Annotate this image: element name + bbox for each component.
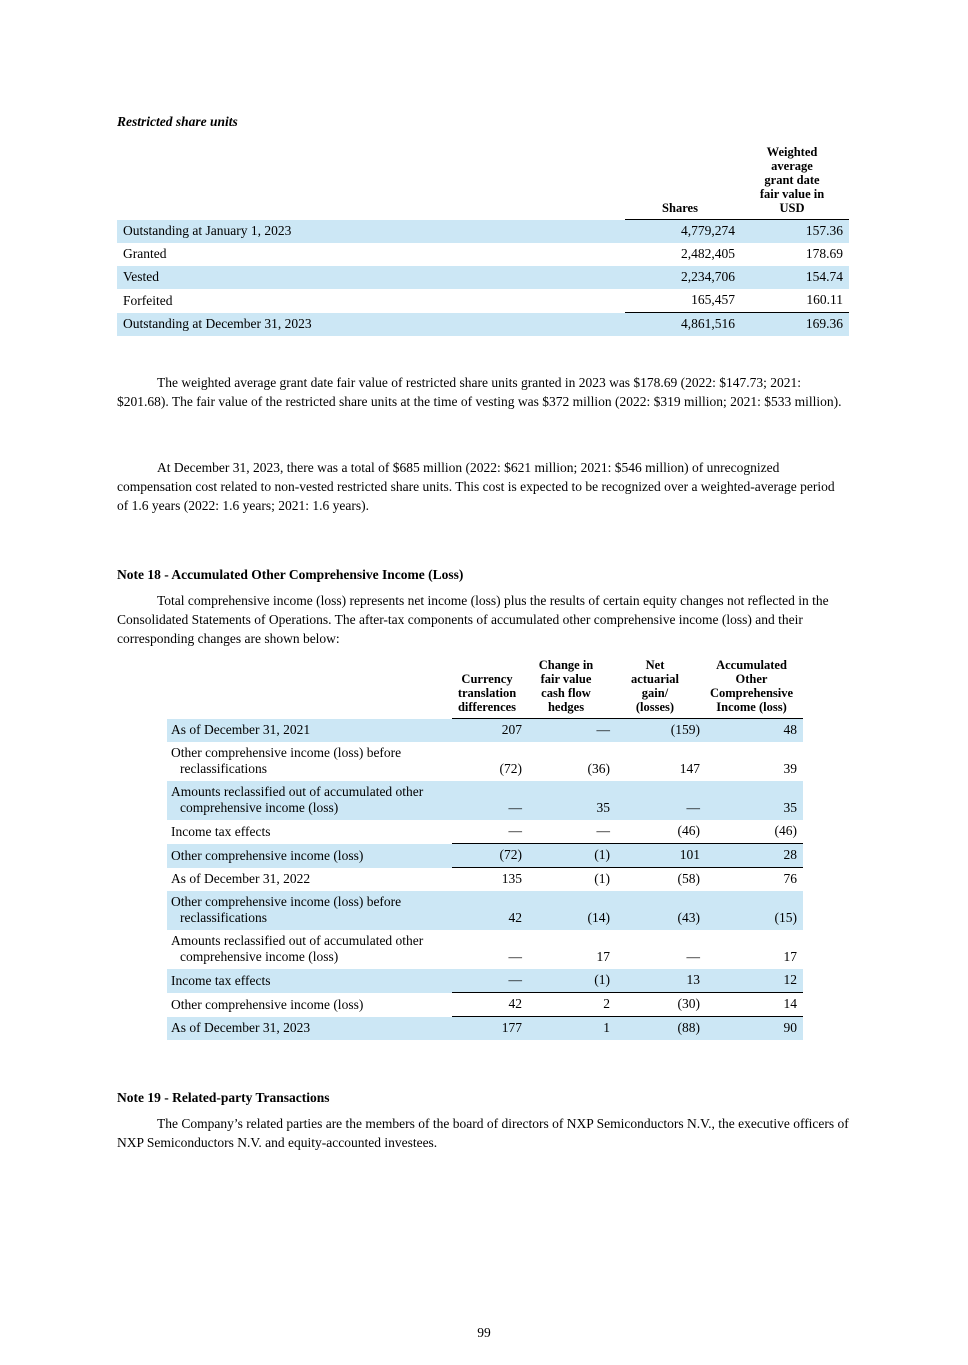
cell-value: 39	[783, 761, 797, 776]
cell-value: —	[508, 949, 522, 964]
rsu-table-header-row	[117, 145, 849, 220]
aoci-header-currency-label: Currency translation differences	[457, 672, 517, 714]
cell-value: 177	[501, 1020, 522, 1035]
cell-value: —	[686, 800, 700, 815]
cell-value: 35	[596, 800, 610, 815]
cell-value: 42	[452, 993, 522, 1017]
fair-value: 154.74	[805, 269, 843, 284]
cell-value: (43)	[677, 910, 700, 925]
rsu-header-fair-value-label: Weighted average grant date fair value in USD	[759, 145, 825, 215]
cell-value: 147	[679, 761, 700, 776]
cell-value: (14)	[587, 910, 610, 925]
row-label: As of December 31, 2022	[171, 871, 311, 886]
cell-value: 28	[700, 844, 803, 868]
rsu-header-fair-value	[735, 145, 849, 220]
aoci-header-hedges	[522, 658, 610, 719]
cell-value: (1)	[594, 871, 610, 886]
row-label: As of December 31, 2021	[171, 722, 311, 737]
cell-value: 90	[783, 1020, 797, 1035]
row-label: Vested	[123, 269, 159, 284]
cell-value: 1	[603, 1020, 610, 1035]
shares-value: 4,861,516	[681, 316, 735, 331]
cell-value: (88)	[677, 1020, 700, 1035]
cell-value: 12	[700, 969, 803, 993]
page-number: 99	[477, 1325, 491, 1340]
aoci-header-hedges-label: Change in fair value cash flow hedges	[538, 658, 594, 714]
row-label: Outstanding at January 1, 2023	[123, 223, 292, 238]
table-row	[117, 313, 849, 337]
cell-value: —	[686, 949, 700, 964]
cell-value: (46)	[610, 820, 700, 844]
row-label: Forfeited	[123, 292, 173, 308]
shares-value: 165,457	[625, 289, 735, 313]
aoci-table	[167, 658, 803, 1040]
cell-value: 17	[783, 949, 797, 964]
cell-value: 48	[783, 722, 797, 737]
row-label: Other comprehensive income (loss) before reclassifications	[171, 894, 402, 925]
note19-heading: Note 19 - Related-party Transactions	[117, 1090, 330, 1105]
table-row	[167, 1017, 803, 1041]
table-row	[167, 742, 803, 781]
fair-value: 178.69	[805, 246, 843, 261]
cell-value: 135	[501, 871, 522, 886]
cell-value: 17	[596, 949, 610, 964]
cell-value: —	[508, 800, 522, 815]
cell-value: 14	[700, 993, 803, 1017]
table-row	[167, 930, 803, 969]
cell-value: 76	[783, 871, 797, 886]
shares-value: 4,779,274	[681, 223, 735, 238]
cell-value: (1)	[522, 844, 610, 868]
rsu-header-spacer	[117, 145, 625, 220]
table-row	[117, 220, 849, 244]
cell-value: (15)	[774, 910, 797, 925]
cell-value: (159)	[670, 722, 700, 737]
cell-value: (72)	[452, 844, 522, 868]
shares-value: 2,234,706	[681, 269, 735, 284]
fair-value: 157.36	[805, 223, 843, 238]
row-label: As of December 31, 2023	[171, 1020, 311, 1035]
cell-value: (36)	[587, 761, 610, 776]
note18-intro: Total comprehensive income (loss) represents net income (loss) plus the results of certain equity changes not reflected in the Consolidated Statements of Operations. The after-tax components of accumulated other comprehensive income (loss) and their corresponding changes are shown below:	[117, 593, 829, 646]
table-row	[167, 719, 803, 743]
row-label: Income tax effects	[171, 823, 271, 839]
rsu-heading: Restricted share units	[117, 114, 238, 129]
table-row	[167, 844, 803, 868]
table-row	[167, 781, 803, 820]
table-row	[117, 289, 849, 313]
cell-value: 101	[610, 844, 700, 868]
table-row	[117, 243, 849, 266]
rsu-paragraph-1: The weighted average grant date fair value of restricted share units granted in 2023 was $178.69 (2022: $147.73; 2021: $201.68). The fair value of the restricted share units at the time of vesting was $372 million (2022: $319 million; 2021: $533 million).	[117, 375, 842, 409]
row-label: Other comprehensive income (loss)	[171, 847, 364, 863]
cell-value: 2	[522, 993, 610, 1017]
rsu-header-shares-label: Shares	[662, 201, 698, 215]
row-label: Income tax effects	[171, 972, 271, 988]
cell-value: —	[452, 969, 522, 993]
row-label: Other comprehensive income (loss) before reclassifications	[171, 745, 402, 776]
aoci-table-header-row	[167, 658, 803, 719]
row-label: Outstanding at December 31, 2023	[123, 316, 312, 331]
aoci-header-spacer	[167, 658, 452, 719]
cell-value: (1)	[522, 969, 610, 993]
aoci-header-actuarial-label: Net actuarial gain/ (losses)	[631, 658, 679, 714]
table-row	[117, 266, 849, 289]
aoci-header-total-label: Accumulated Other Comprehensive Income (loss)	[709, 658, 794, 714]
cell-value: —	[596, 722, 610, 737]
cell-value: —	[452, 820, 522, 844]
row-label: Other comprehensive income (loss)	[171, 996, 364, 1012]
cell-value: (58)	[677, 871, 700, 886]
note18-heading: Note 18 - Accumulated Other Comprehensive Income (Loss)	[117, 567, 464, 582]
cell-value: (30)	[610, 993, 700, 1017]
note19-paragraph: The Company’s related parties are the members of the board of directors of NXP Semiconductors N.V., the executive officers of NXP Semiconductors N.V. and equity-accounted investees.	[117, 1116, 849, 1150]
table-row	[167, 969, 803, 993]
aoci-header-currency	[452, 658, 522, 719]
cell-value: 207	[501, 722, 522, 737]
table-row	[167, 868, 803, 892]
cell-value: —	[522, 820, 610, 844]
rsu-table	[117, 145, 849, 336]
row-label: Granted	[123, 246, 167, 261]
rsu-paragraph-2: At December 31, 2023, there was a total of $685 million (2022: $621 million; 2021: $546 million) of unrecognized compensation cost related to non-vested restricted share units. This cost is expected to be recognized over a weighted-average period of 1.6 years (2022: 1.6 years; 2021: 1.6 years).	[117, 460, 835, 513]
shares-value: 2,482,405	[681, 246, 735, 261]
cell-value: 42	[508, 910, 522, 925]
row-label: Amounts reclassified out of accumulated other comprehensive income (loss)	[171, 933, 424, 964]
table-row	[167, 891, 803, 930]
aoci-header-total	[700, 658, 803, 719]
rsu-header-shares	[625, 145, 735, 220]
cell-value: (72)	[499, 761, 522, 776]
cell-value: 13	[610, 969, 700, 993]
table-row	[167, 993, 803, 1017]
cell-value: 35	[783, 800, 797, 815]
aoci-header-actuarial	[610, 658, 700, 719]
table-row	[167, 820, 803, 844]
fair-value: 169.36	[805, 316, 843, 331]
cell-value: (46)	[700, 820, 803, 844]
fair-value: 160.11	[735, 289, 849, 313]
row-label: Amounts reclassified out of accumulated other comprehensive income (loss)	[171, 784, 424, 815]
